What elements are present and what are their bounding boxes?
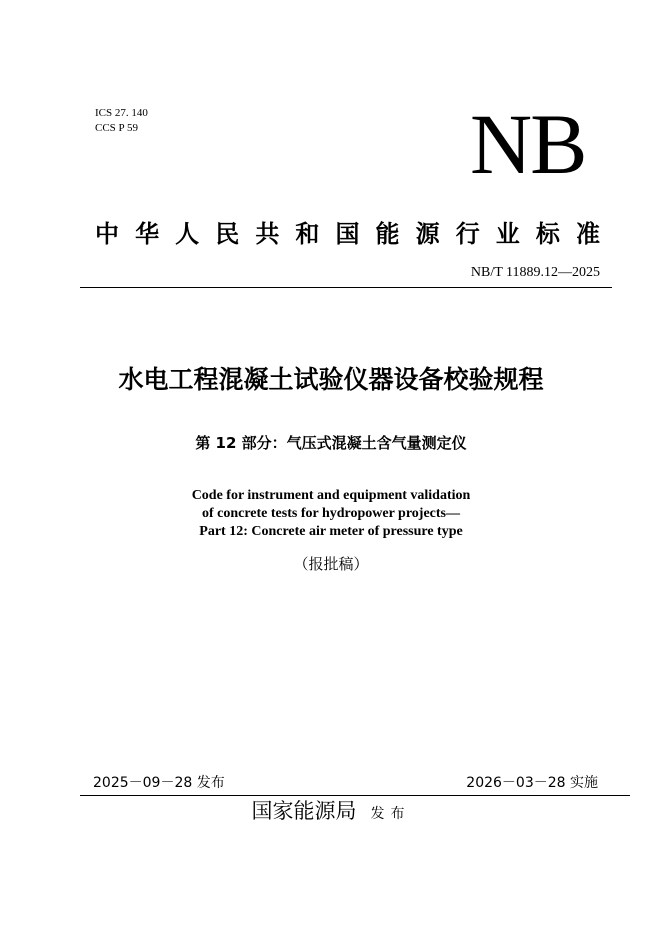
top-divider — [80, 287, 612, 288]
industry-standard-title — [95, 218, 600, 250]
industry-char: 标 — [535, 220, 560, 248]
classification-codes — [95, 106, 148, 136]
industry-char: 准 — [575, 220, 600, 248]
chinese-title: 水电工程混凝土试验仪器设备校验规程 — [118, 365, 544, 394]
english-title — [0, 487, 662, 541]
industry-char: 中 — [95, 220, 119, 248]
standard-number: NB/T 11889.12—2025 — [470, 265, 600, 280]
industry-char: 民 — [215, 220, 240, 248]
industry-char: 国 — [335, 220, 360, 248]
industry-char: 华 — [135, 220, 160, 248]
issuer-line — [0, 796, 662, 829]
english-title-line: Part 12: Concrete air meter of pressure type — [199, 524, 463, 539]
industry-char: 能 — [375, 220, 400, 248]
industry-char: 业 — [495, 220, 520, 248]
industry-char: 和 — [295, 220, 320, 248]
english-title-line: of concrete tests for hydropower projects— — [201, 506, 461, 521]
draft-status: （报批稿） — [293, 555, 369, 573]
english-title-line: Code for instrument and equipment validation — [191, 488, 471, 503]
implement-date: 2026－03－28 实施 — [466, 775, 598, 791]
ics-code: ICS 27. 140 — [95, 107, 148, 119]
issue-date: 2025－09－28 发布 — [93, 775, 225, 791]
industry-char: 人 — [175, 220, 200, 248]
issuer-name: 国家能源局 — [251, 799, 357, 823]
industry-char: 行 — [455, 220, 480, 248]
industry-char: 共 — [255, 220, 280, 248]
chinese-subtitle: 第 12 部分：气压式混凝土含气量测定仪 — [195, 434, 467, 452]
ccs-code: CCS P 59 — [95, 122, 139, 134]
issuer-action: 发布 — [370, 806, 411, 822]
industry-char: 源 — [415, 220, 440, 248]
nb-logo: NB — [470, 96, 586, 192]
